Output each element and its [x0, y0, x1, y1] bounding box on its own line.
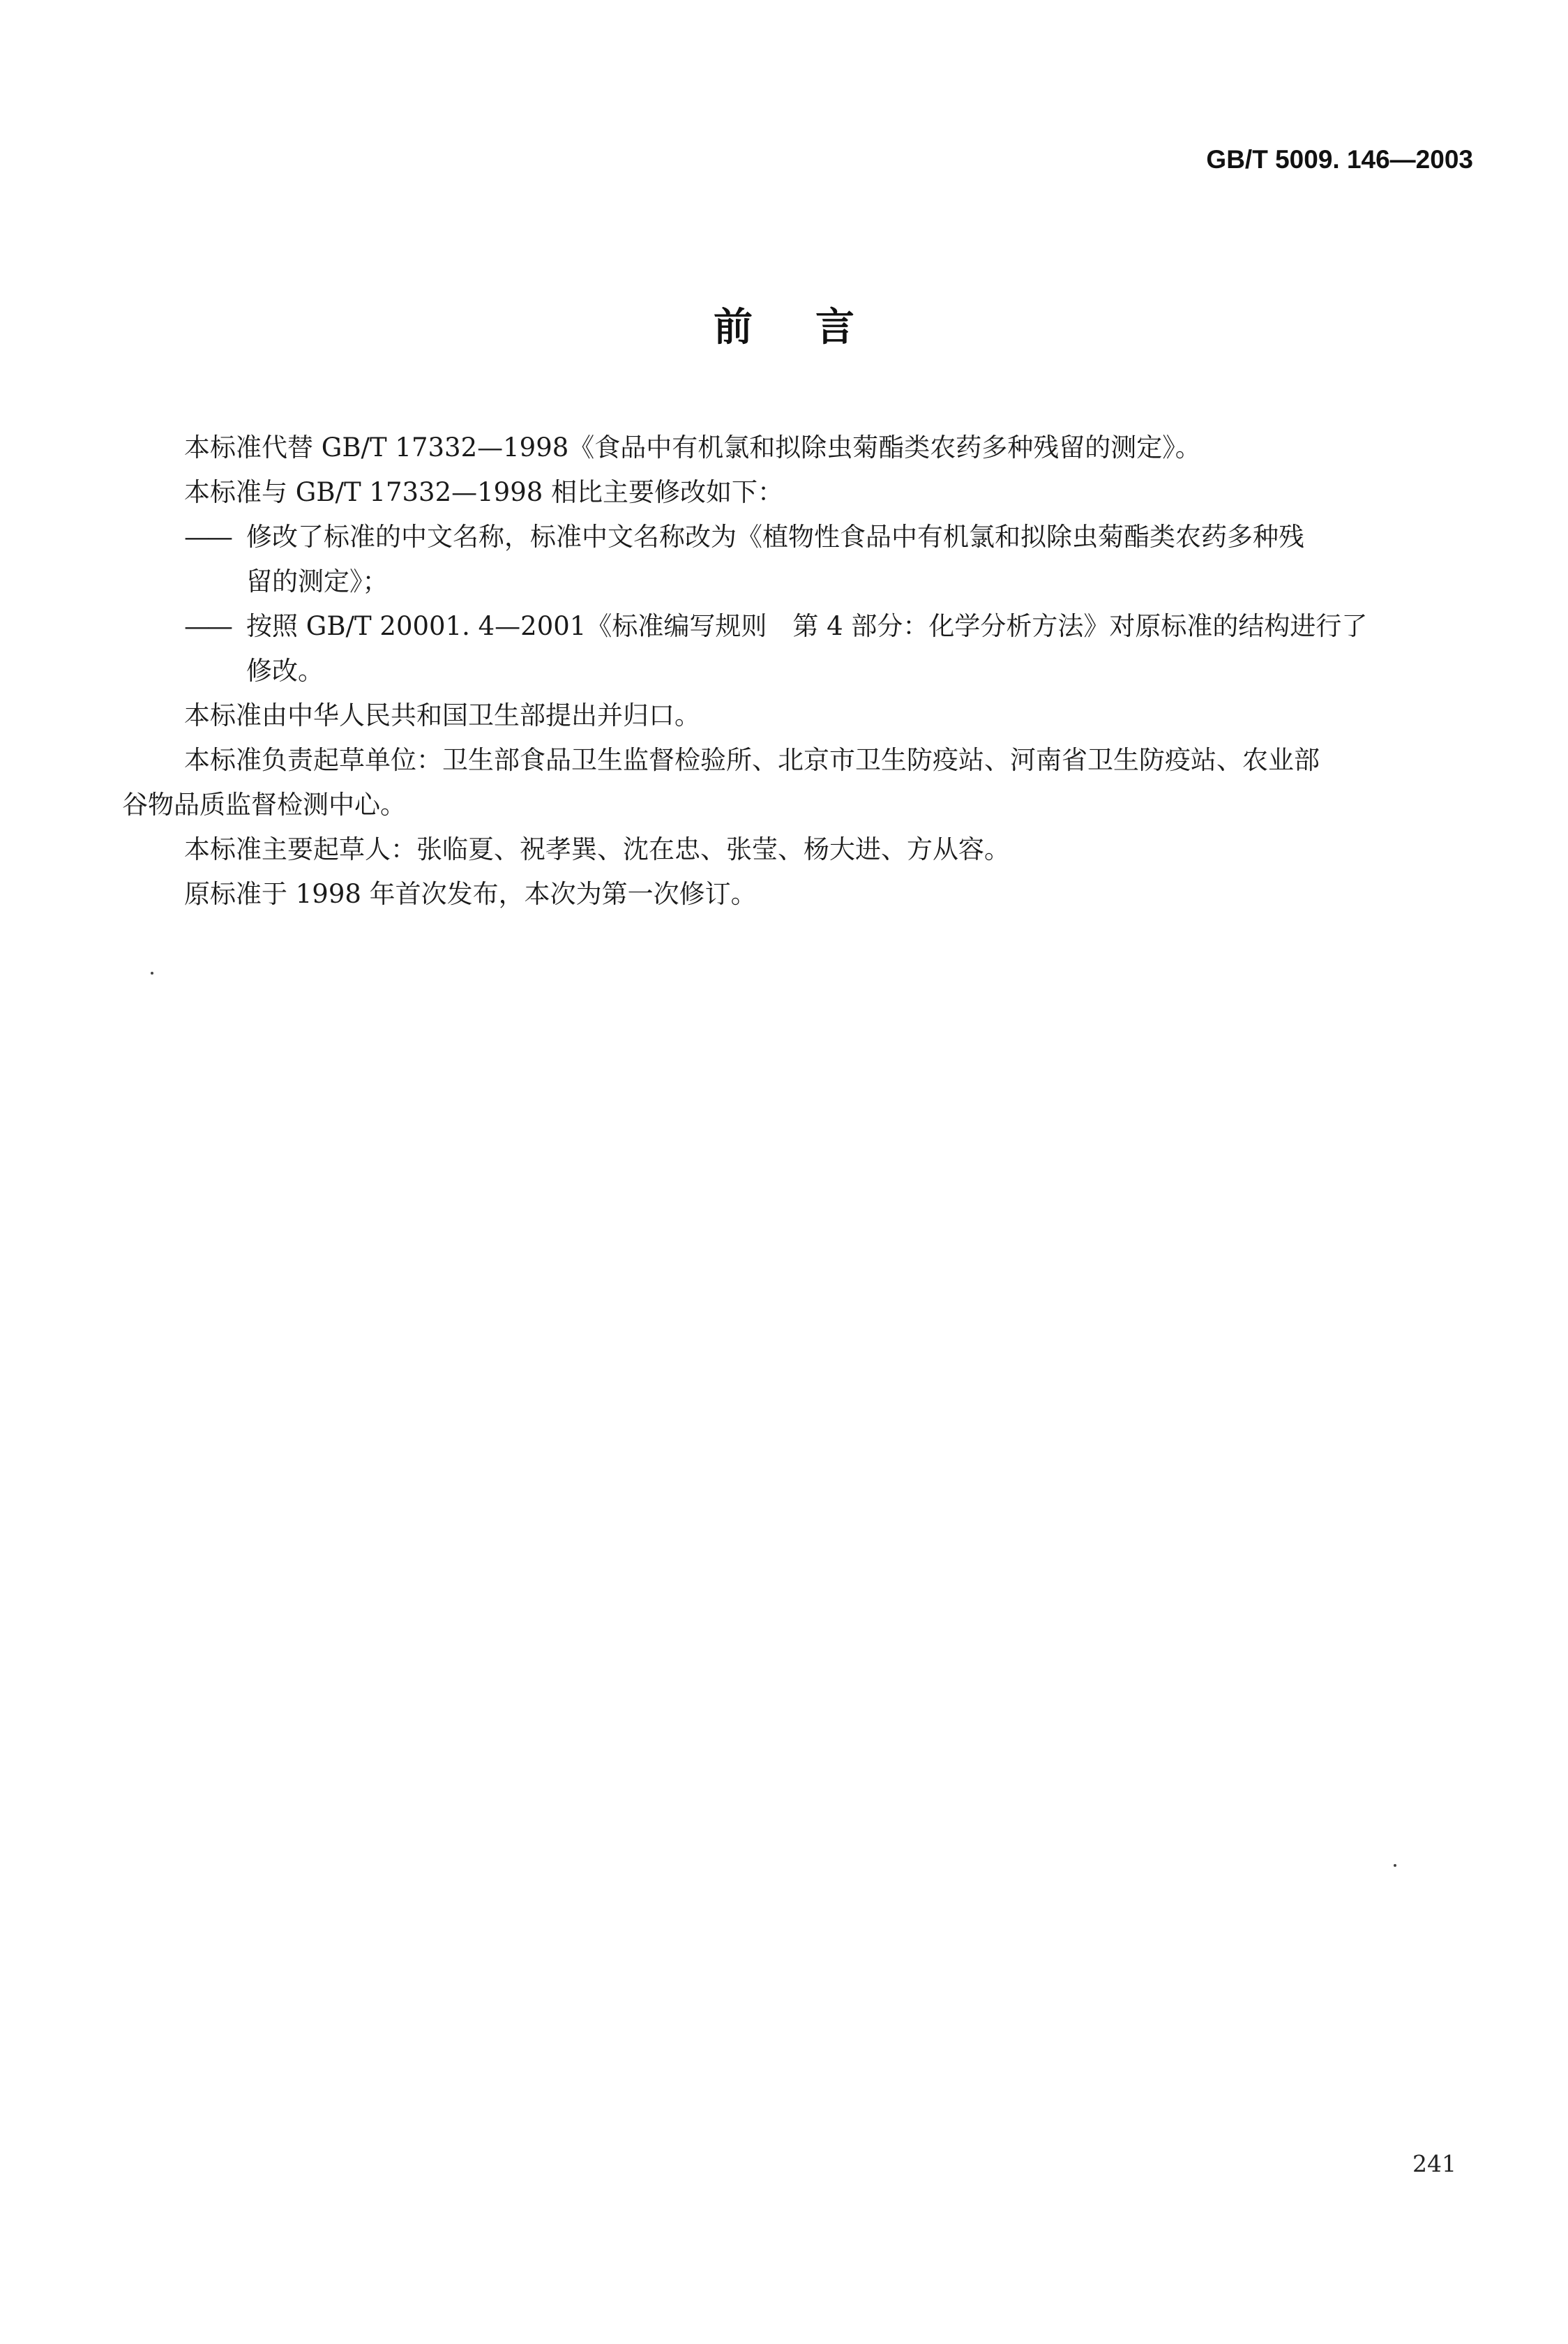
- change-item-2-line-1: 按照 GB/T 20001. 4—2001《标准编写规则 第 4 部分：化学分析方法》对原标准的结构进行了: [246, 611, 1368, 641]
- paragraph-replaces: 本标准代替 GB/T 17332—1998《食品中有机氯和拟除虫菊酯类农药多种残留的测定》。: [184, 433, 1201, 463]
- paragraph-proposer: 本标准由中华人民共和国卫生部提出并归口。: [184, 700, 700, 730]
- drafting-units-line-2: 谷物品质监督检测中心。: [122, 790, 406, 820]
- paragraph-changes-intro: 本标准与 GB/T 17332—1998 相比主要修改如下：: [184, 477, 784, 507]
- standard-code: GB/T 5009. 146—2003: [1206, 145, 1473, 174]
- paragraph-drafters: 本标准主要起草人：张临夏、祝孝巽、沈在忠、张莹、杨大进、方从容。: [184, 834, 1010, 864]
- dash-marker: ——: [184, 522, 230, 552]
- scan-speck: [151, 972, 153, 975]
- dash-marker: ——: [184, 611, 230, 641]
- change-item-2-line-2: 修改。: [246, 656, 324, 686]
- drafting-units-line-1: 本标准负责起草单位：卫生部食品卫生监督检验所、北京市卫生防疫站、河南省卫生防疫站、农业部: [184, 745, 1320, 775]
- page-title: 前言: [714, 305, 917, 350]
- paragraph-history: 原标准于 1998 年首次发布，本次为第一次修订。: [184, 879, 757, 909]
- change-item-1-line-1: 修改了标准的中文名称，标准中文名称改为《植物性食品中有机氯和拟除虫菊酯类农药多种残: [246, 522, 1304, 552]
- paragraph-drafting-units: [122, 738, 1489, 827]
- change-item-1-line-2: 留的测定》；: [246, 566, 389, 596]
- scan-speck: [1394, 1864, 1396, 1867]
- page-number: 241: [1412, 2150, 1456, 2177]
- change-item-1: [122, 515, 1489, 604]
- change-item-2: [122, 604, 1489, 693]
- foreword-body: [122, 426, 1489, 917]
